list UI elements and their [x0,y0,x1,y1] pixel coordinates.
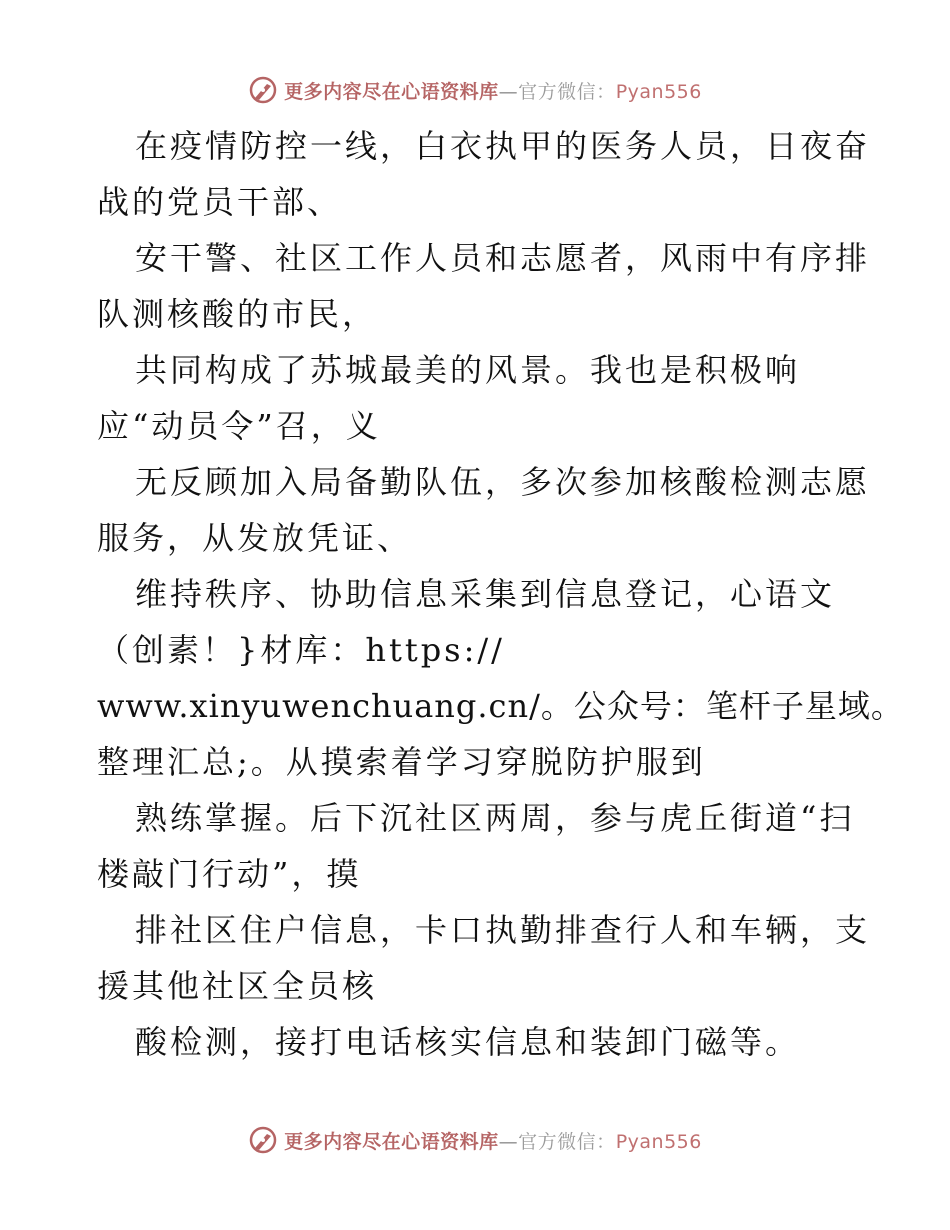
body-line: 排社区住户信息，卡口执勤排查行人和车辆，支 [135,911,871,949]
watermark-wechat-id: Pyan556 [615,1130,702,1153]
body-line: 酸检测，接打电话核实信息和装卸门磁等。 [135,1023,801,1061]
document-body [97,118,904,1070]
header-watermark [0,72,950,108]
body-line: 整理汇总;。从摸索着学习穿脱防护服到 [97,743,706,781]
body-line: （创素！}材库：https:// [97,631,505,669]
footer-watermark [0,1122,950,1158]
body-line: 熟练掌握。后下沉社区两周，参与虎丘街道“扫 [135,799,855,837]
watermark-separator: — [498,1130,519,1153]
pen-nib-circle-icon [248,75,278,105]
watermark-text [284,77,702,104]
pen-nib-circle-icon [248,1125,278,1155]
body-line: 应“动员令”召，义 [97,407,381,445]
watermark-wechat-label: 官方微信： [518,1130,616,1153]
body-line: 楼敲门行动”，摸 [97,855,362,893]
body-line: 援其他社区全员核 [97,967,378,1005]
watermark-site-text: 更多内容尽在心语资料库 [284,1130,499,1153]
body-line: 队测核酸的市民， [97,295,378,333]
body-line: 维持秩序、协助信息采集到信息登记，心语文 [135,575,836,613]
body-line: 服务，从发放凭证、 [97,519,413,557]
watermark-site-text: 更多内容尽在心语资料库 [284,80,499,103]
watermark-separator: — [498,80,519,103]
body-line: 战的党员干部、 [97,183,343,221]
body-line: 在疫情防控一线，白衣执甲的医务人员，日夜奋 [135,127,871,165]
watermark-wechat-label: 官方微信： [518,80,616,103]
body-line: 安干警、社区工作人员和志愿者，风雨中有序排 [135,239,871,277]
watermark-wechat-id: Pyan556 [615,80,702,103]
body-line-url: www.xinyuwenchuang.cn/。公众号：笔杆子星域。 [97,687,904,725]
body-line: 无反顾加入局备勤队伍，多次参加核酸检测志愿 [135,463,871,501]
watermark-text [284,1127,702,1154]
body-line: 共同构成了苏城最美的风景。我也是积极响 [135,351,801,389]
